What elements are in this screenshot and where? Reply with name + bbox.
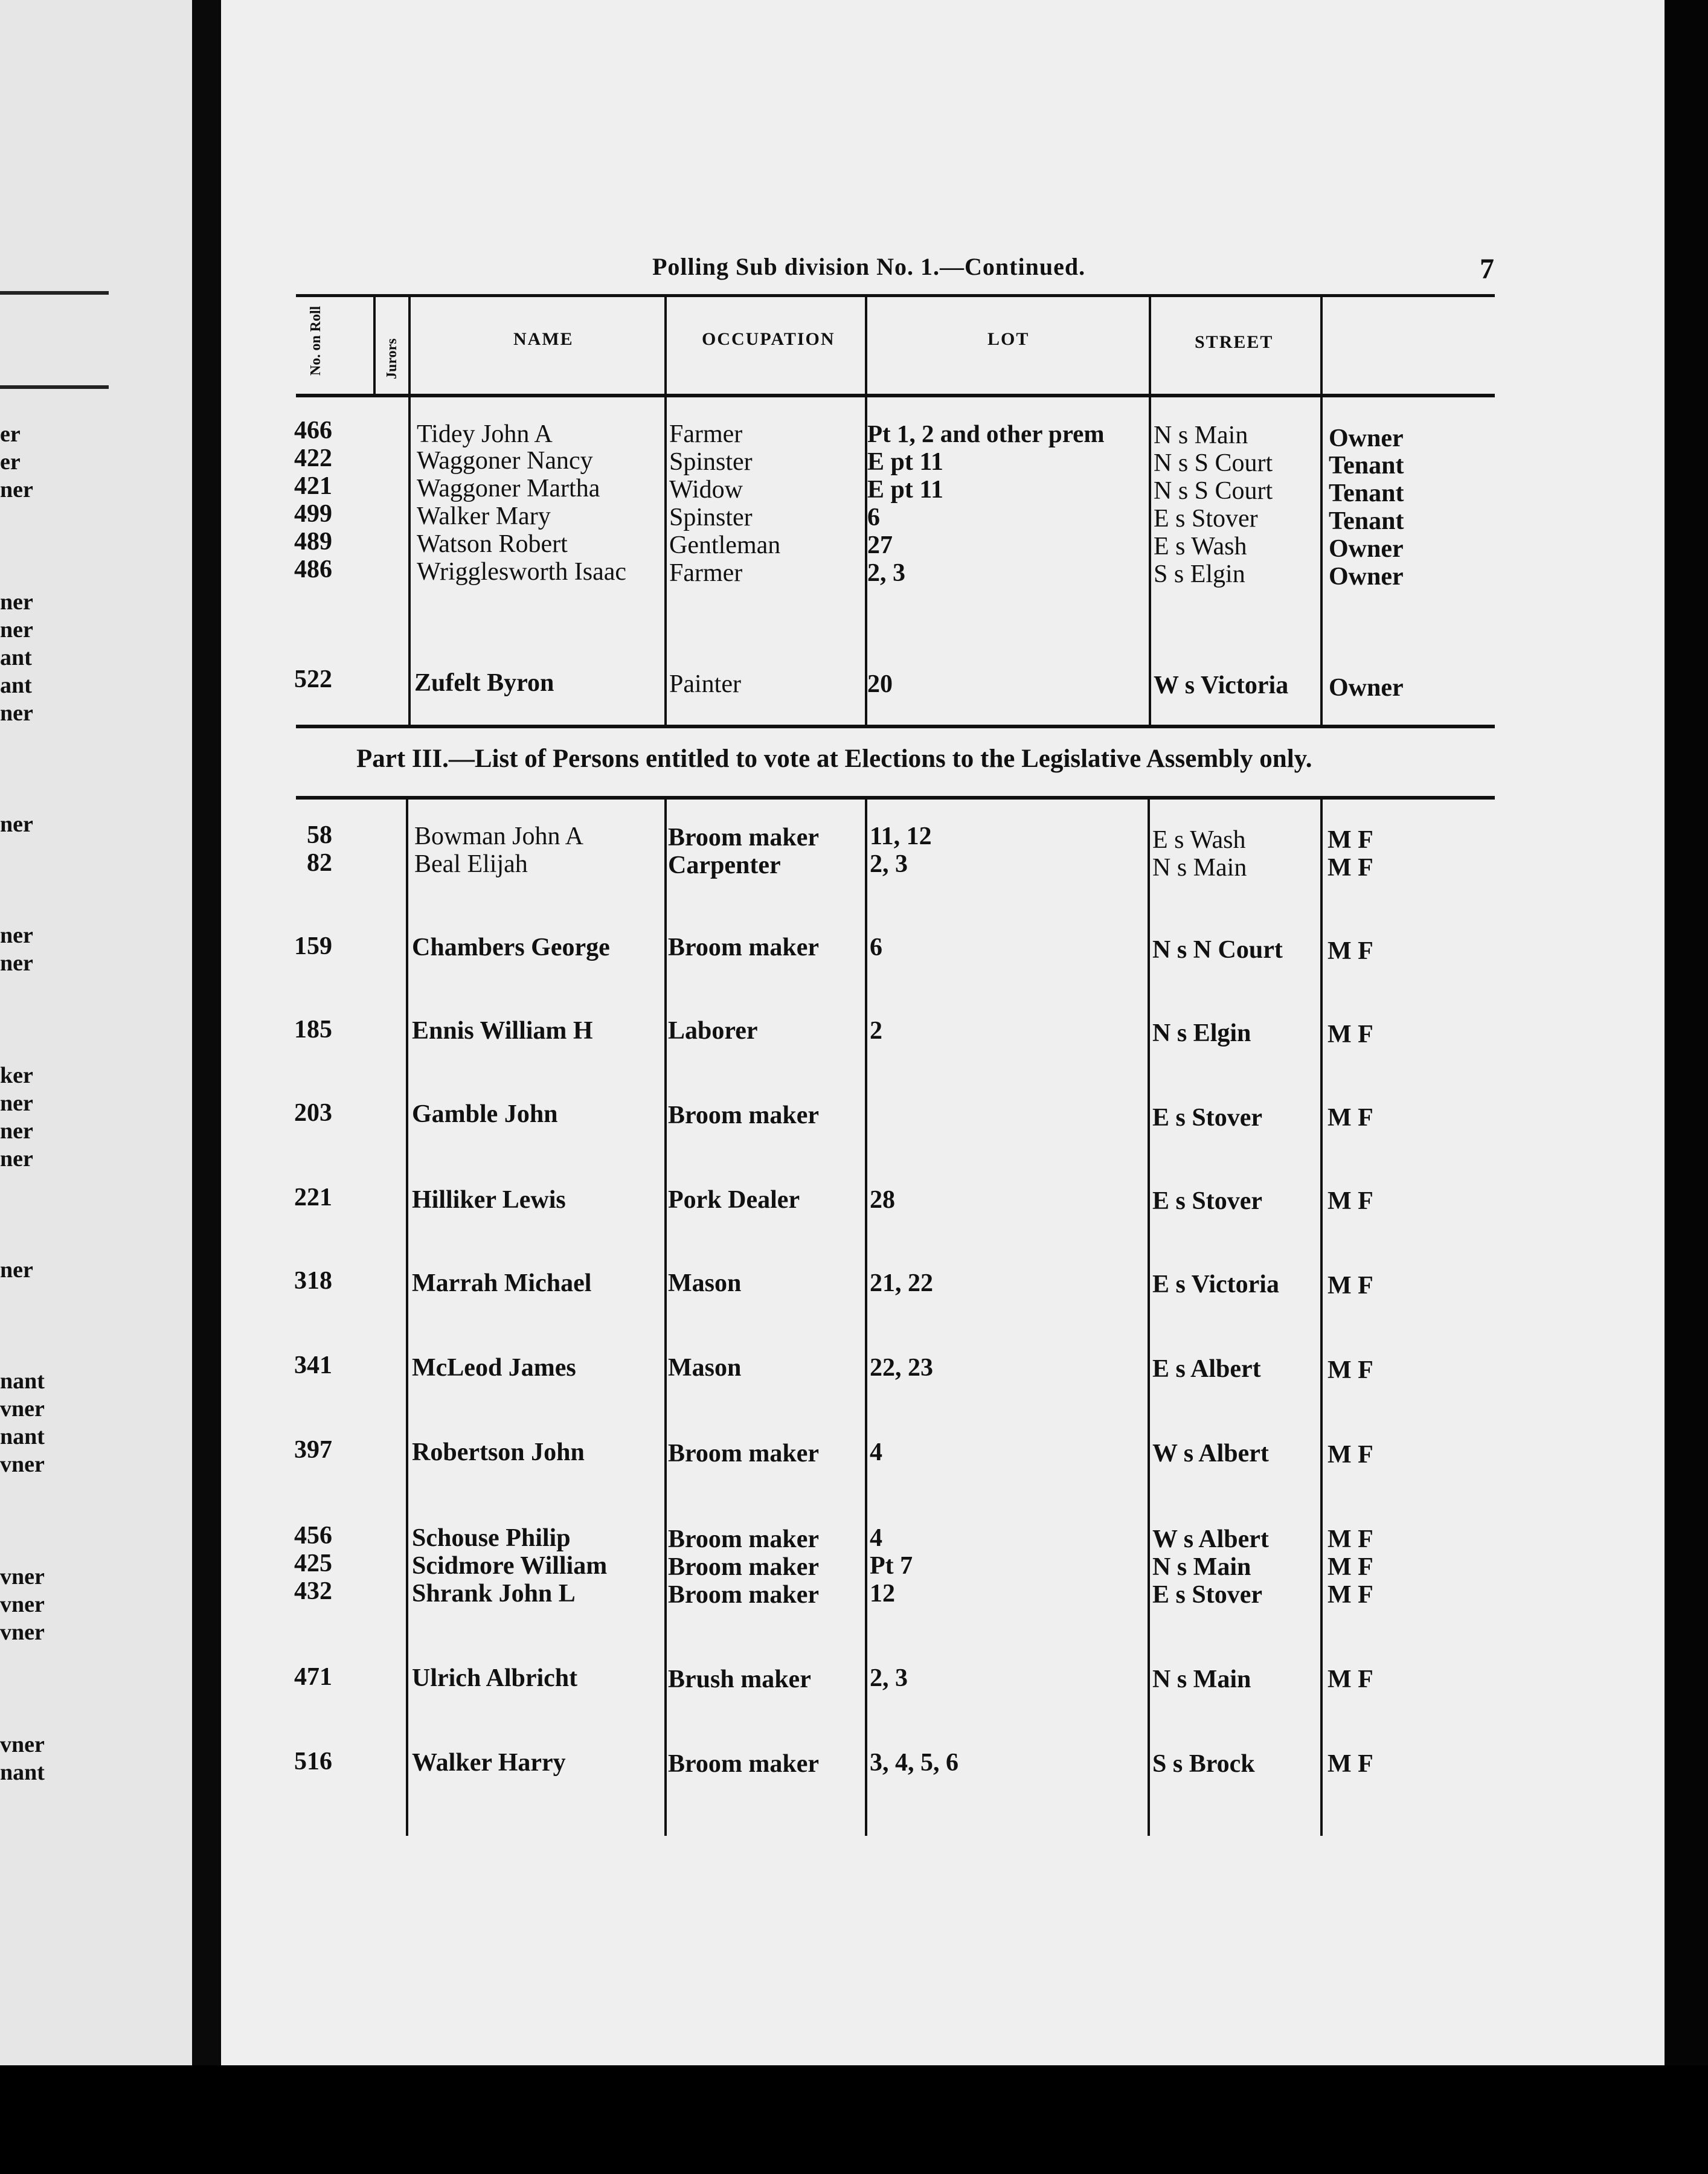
occupation: Mason [668, 1269, 742, 1297]
left-fragment-text: nant [0, 1424, 45, 1449]
occupation: Broom maker [668, 1440, 820, 1467]
street: W s Victoria [1154, 672, 1289, 699]
voter-name: Watson Robert [417, 530, 568, 558]
col-divider [373, 296, 376, 395]
street: E s Stover [1152, 1581, 1262, 1609]
street: E s Wash [1152, 826, 1246, 854]
lot: 20 [867, 670, 893, 698]
header-bottom-rule [296, 394, 1495, 397]
col-header-jurors: Jurors [384, 338, 400, 379]
left-fragment-text: ner [0, 923, 33, 948]
left-fragment-text: vner [0, 1564, 45, 1589]
street: N s Main [1152, 1666, 1251, 1693]
roll-number: 486 [294, 556, 332, 583]
franchise-status: M F [1328, 1104, 1373, 1132]
occupation: Laborer [668, 1017, 758, 1045]
left-fragment-text: er [0, 449, 21, 475]
voter-name: Walker Harry [412, 1749, 566, 1777]
col-header-street: STREET [1195, 332, 1274, 352]
roll-number: 422 [294, 444, 332, 472]
left-fragment-text: ner [0, 589, 33, 615]
left-fragment-text: ner [0, 617, 33, 643]
col-divider [1149, 296, 1151, 395]
col-divider [1320, 798, 1323, 1836]
left-page-rule [0, 385, 109, 389]
occupation: Painter [669, 670, 741, 698]
occupation: Broom maker [668, 1525, 820, 1553]
tenure-status: Tenant [1329, 507, 1404, 535]
franchise-status: M F [1328, 1272, 1373, 1300]
lot: E pt 11 [867, 476, 944, 504]
lot: 21, 22 [870, 1269, 933, 1297]
page-number: 7 [1480, 253, 1494, 285]
occupation: Widow [669, 476, 743, 504]
voter-name: Gamble John [412, 1100, 558, 1128]
scan-edge-right [1665, 0, 1708, 2174]
roll-number: 466 [294, 417, 332, 444]
street: N s Elgin [1152, 1019, 1251, 1047]
street: N s S Court [1154, 477, 1273, 505]
col-header-lot: LOT [987, 329, 1030, 349]
left-fragment-text: ner [0, 951, 33, 976]
lot: 11, 12 [870, 822, 932, 850]
tenure-status: Tenant [1329, 479, 1404, 507]
street: S s Brock [1152, 1750, 1255, 1778]
occupation: Brush maker [668, 1666, 811, 1693]
left-page-rule [0, 291, 109, 295]
col-divider [1320, 396, 1323, 726]
street: N s Main [1152, 1553, 1251, 1581]
left-fragment-text: ner [0, 701, 33, 726]
street: N s Main [1154, 422, 1248, 449]
tenure-status: Owner [1329, 563, 1404, 591]
col-divider [664, 798, 667, 1836]
franchise-status: M F [1328, 854, 1373, 882]
occupation: Broom maker [668, 824, 820, 851]
table-top-rule [296, 294, 1495, 297]
lot: 27 [867, 531, 893, 559]
col-divider [865, 296, 867, 395]
col-divider [408, 396, 411, 726]
page-title: Polling Sub division No. 1.—Continued. [652, 253, 1086, 280]
occupation: Broom maker [668, 1581, 820, 1609]
lot: 2, 3 [870, 850, 908, 878]
voter-name: Hilliker Lewis [412, 1186, 566, 1214]
roll-number: 522 [294, 665, 332, 693]
tenure-status: Owner [1329, 674, 1404, 702]
occupation: Carpenter [668, 851, 781, 879]
col-divider [664, 296, 667, 395]
left-fragment-text: nant [0, 1368, 45, 1394]
voter-name: Zufelt Byron [414, 669, 554, 697]
left-fragment-text: ant [0, 673, 32, 698]
street: E s Stover [1152, 1187, 1262, 1215]
roll-number: 489 [294, 528, 332, 556]
voter-name: Tidey John A [417, 420, 553, 448]
franchise-status: M F [1328, 1525, 1373, 1553]
street: N s N Court [1152, 936, 1283, 964]
left-fragment-text: er [0, 422, 21, 447]
tenure-status: Owner [1329, 535, 1404, 563]
col-divider [406, 798, 408, 1836]
franchise-status: M F [1328, 1021, 1373, 1048]
street: E s Wash [1154, 533, 1247, 560]
book-spine [192, 0, 221, 2174]
lot: 22, 23 [870, 1354, 933, 1382]
voter-name: Wrigglesworth Isaac [417, 558, 627, 586]
left-fragment-text: ner [0, 1091, 33, 1116]
lot: 2, 3 [870, 1664, 908, 1692]
franchise-status: M F [1328, 937, 1373, 965]
voter-name: Waggoner Martha [417, 475, 600, 502]
occupation: Broom maker [668, 934, 820, 961]
occupation: Farmer [669, 559, 743, 587]
roll-number: 318 [294, 1267, 332, 1295]
left-fragment-text: vner [0, 1452, 45, 1477]
voter-name: Walker Mary [417, 502, 551, 530]
col-divider [408, 296, 411, 395]
occupation: Mason [668, 1354, 742, 1382]
lot: E pt 11 [867, 448, 944, 476]
franchise-status: M F [1328, 1441, 1373, 1469]
col-header-no-on-roll: No. on Roll [308, 306, 324, 376]
voter-name: McLeod James [412, 1354, 576, 1382]
roll-number: 82 [307, 849, 332, 877]
street: E s Stover [1152, 1104, 1262, 1132]
roll-number: 58 [307, 821, 332, 849]
roll-number: 425 [294, 1550, 332, 1577]
part3-rule [296, 796, 1495, 800]
occupation: Farmer [669, 420, 743, 448]
col-divider [1320, 296, 1323, 395]
lot: 28 [870, 1186, 895, 1214]
part3-heading: Part III.—List of Persons entitled to vote at Elections to the Legislative Assembly only. [356, 745, 1312, 773]
occupation: Spinster [669, 448, 753, 476]
roll-number: 516 [294, 1748, 332, 1775]
lot: Pt 7 [870, 1552, 913, 1580]
col-divider [664, 396, 667, 726]
lot: 6 [867, 504, 880, 531]
occupation: Gentleman [669, 531, 781, 559]
right-page [221, 0, 1665, 2174]
left-fragment-text: vner [0, 1732, 45, 1757]
lot: 4 [870, 1438, 882, 1466]
occupation: Broom maker [668, 1750, 820, 1778]
roll-number: 221 [294, 1184, 332, 1211]
roll-number: 159 [294, 932, 332, 960]
left-fragment-text: ner [0, 1257, 33, 1283]
street: W s Albert [1152, 1440, 1269, 1467]
left-fragment-text: ant [0, 645, 32, 670]
voter-name: Marrah Michael [412, 1269, 592, 1297]
occupation: Broom maker [668, 1101, 820, 1129]
roll-number: 185 [294, 1016, 332, 1044]
voter-name: Shrank John L [412, 1580, 576, 1608]
street: E s Stover [1154, 505, 1258, 533]
voter-name: Beal Elijah [414, 850, 528, 878]
voter-name: Chambers George [412, 934, 610, 961]
voter-name: Robertson John [412, 1438, 585, 1466]
voter-name: Waggoner Nancy [417, 447, 593, 475]
lot: 12 [870, 1580, 895, 1608]
occupation: Spinster [669, 504, 753, 531]
voter-name: Bowman John A [414, 822, 584, 850]
street: W s Albert [1152, 1525, 1269, 1553]
lot: 6 [870, 934, 882, 961]
voter-name: Ulrich Albricht [412, 1664, 578, 1692]
left-fragment-text: ker [0, 1063, 33, 1088]
voter-name: Schouse Philip [412, 1524, 571, 1552]
franchise-status: M F [1328, 1356, 1373, 1384]
lot: Pt 1, 2 and other prem [867, 420, 1105, 447]
left-fragment-text: ner [0, 812, 33, 837]
voter-name: Ennis William H [412, 1017, 593, 1045]
franchise-status: M F [1328, 1187, 1373, 1215]
roll-number: 456 [294, 1522, 332, 1550]
left-fragment-text: nant [0, 1760, 45, 1785]
roll-number: 341 [294, 1352, 332, 1379]
franchise-status: M F [1328, 1553, 1373, 1581]
franchise-status: M F [1328, 1750, 1373, 1778]
franchise-status: M F [1328, 1666, 1373, 1693]
street: N s S Court [1154, 449, 1273, 477]
franchise-status: M F [1328, 826, 1373, 854]
street: N s Main [1152, 854, 1247, 882]
col-header-occupation: OCCUPATION [702, 329, 835, 349]
lot: 3, 4, 5, 6 [870, 1749, 958, 1777]
col-divider [1149, 396, 1151, 726]
occupation: Pork Dealer [668, 1186, 800, 1214]
tenure-status: Tenant [1329, 452, 1404, 479]
tenure-status: Owner [1329, 425, 1404, 452]
franchise-status: M F [1328, 1581, 1373, 1609]
col-divider [1148, 798, 1150, 1836]
col-header-name: NAME [513, 329, 574, 349]
voter-name: Scidmore William [412, 1552, 608, 1580]
roll-number: 421 [294, 472, 332, 500]
lot: 4 [870, 1524, 882, 1552]
left-fragment-text: ner [0, 1146, 33, 1172]
left-fragment-text: ner [0, 477, 33, 502]
roll-number: 471 [294, 1663, 332, 1691]
left-fragment-text: ner [0, 1118, 33, 1144]
lot: 2, 3 [867, 559, 905, 587]
street: E s Albert [1152, 1355, 1261, 1383]
col-divider [865, 798, 867, 1836]
roll-number: 397 [294, 1436, 332, 1464]
street: S s Elgin [1154, 560, 1245, 588]
left-fragment-text: vner [0, 1396, 45, 1422]
left-page-fragment [0, 0, 192, 2174]
street: E s Victoria [1152, 1271, 1279, 1298]
roll-number: 499 [294, 500, 332, 528]
roll-number: 203 [294, 1099, 332, 1127]
section-divider-rule [296, 725, 1495, 728]
occupation: Broom maker [668, 1553, 820, 1581]
scan-edge-bottom [0, 2065, 1708, 2174]
roll-number: 432 [294, 1577, 332, 1605]
left-fragment-text: vner [0, 1592, 45, 1617]
lot: 2 [870, 1017, 882, 1045]
left-fragment-text: vner [0, 1620, 45, 1645]
